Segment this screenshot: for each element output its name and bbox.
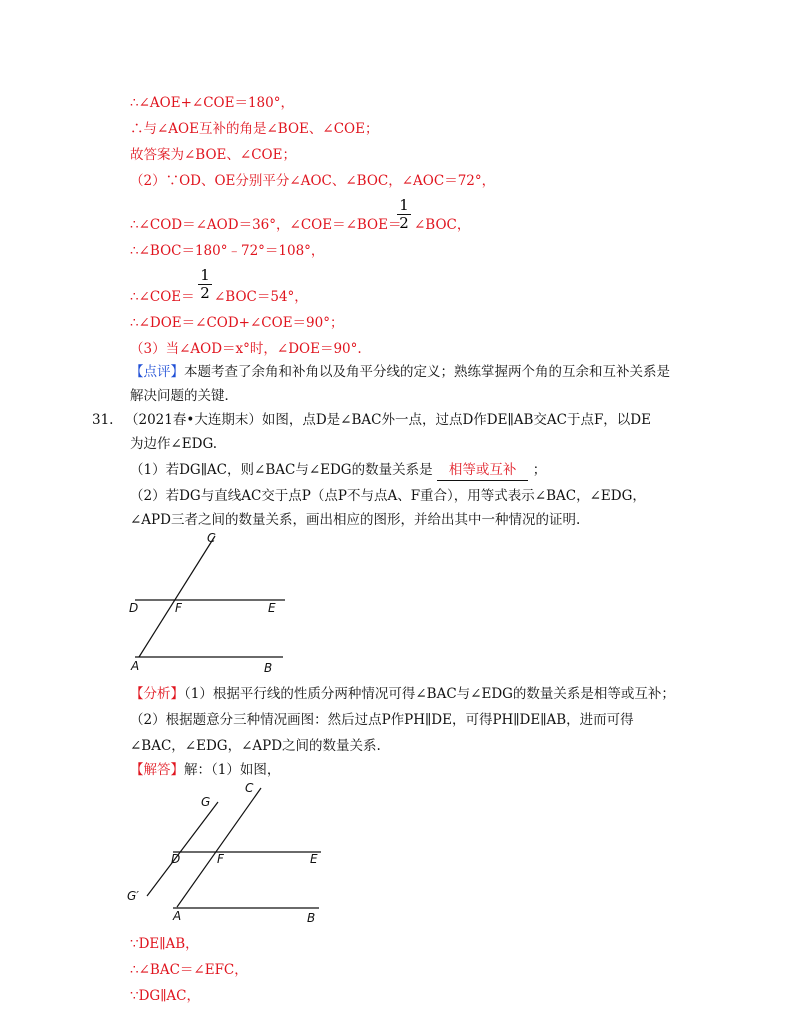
label-G-prime: G′ (127, 889, 140, 903)
comment-tag: 【点评】 (130, 364, 184, 380)
fraction-one-half (397, 198, 411, 231)
label-D: D (171, 852, 181, 866)
question-1-end: ； (532, 462, 547, 478)
geometry-figure-1 (125, 530, 295, 682)
label-E: E (268, 601, 276, 615)
comment-line (130, 362, 670, 382)
comment-line: 解决问题的关键． (130, 388, 238, 404)
problem-line: 为边作∠EDG. (130, 436, 218, 452)
geometry-figure-2 (125, 780, 325, 934)
solution-line: ∵DG∥AC， (130, 988, 201, 1004)
problem-number: 31. (92, 412, 114, 428)
question-1 (130, 460, 546, 481)
fraction-one-half (198, 268, 212, 301)
analysis-line: （2）根据题意分三种情况画图：然后过点P作PH∥DE，可得PH∥DE∥AB，进而可得 (130, 712, 634, 728)
solution-line: 故答案为∠BOE、∠COE； (130, 147, 296, 163)
analysis-tag: 【分析】 (130, 686, 184, 702)
solution-line: ∴∠DOE＝∠COD+∠COE＝90°； (130, 315, 344, 331)
question-2: ∠APD三者之间的数量关系，画出相应的图形，并给出其中一种情况的证明. (130, 512, 581, 528)
solution-line: ∴∠COD＝∠AOD＝36°，∠COE＝∠BOE＝ (130, 217, 402, 233)
label-F: F (175, 601, 182, 615)
analysis-line: ∠BAC，∠EDG，∠APD之间的数量关系. (130, 738, 381, 754)
label-B: B (264, 661, 273, 675)
solution-heading (130, 760, 280, 780)
fraction-numerator: 1 (198, 268, 212, 285)
fraction-numerator: 1 (397, 198, 411, 215)
comment-text: 本题考查了余角和补角以及角平分线的定义；熟练掌握两个角的互余和互补关系是 (184, 364, 670, 380)
label-C: C (245, 781, 254, 795)
label-A: A (173, 909, 182, 923)
solution-line: ∴∠BAC＝∠EFC， (130, 962, 248, 978)
problem-line: （2021春•大连期末）如图，点D是∠BAC外一点，过点D作DE∥AB交AC于点F，以DE (125, 412, 651, 428)
analysis-text: （1）根据平行线的性质分两种情况可得∠BAC与∠EDG的数量关系是相等或互补； (184, 686, 675, 702)
solution-line: ∠BOC， (414, 217, 471, 233)
solution-line: ∴∠COE＝ (130, 289, 195, 305)
line-AC (139, 536, 215, 657)
solution-text: 解：（1）如图， (184, 762, 281, 778)
solution-line: ∴∠AOE+∠COE＝180°， (130, 95, 294, 111)
label-A: A (131, 659, 140, 673)
solution-line: ∴∠BOC＝180°﹣72°＝108°， (130, 243, 325, 259)
analysis-line (130, 684, 675, 704)
line-GG (147, 802, 218, 896)
label-F: F (217, 852, 224, 866)
label-D: D (129, 601, 139, 615)
question-2: （2）若DG与直线AC交于点P（点P不与点A、F重合），用等式表示∠BAC，∠EDG， (130, 488, 646, 504)
label-C: C (207, 531, 216, 545)
question-1-text: （1）若DG∥AC，则∠BAC与∠EDG的数量关系是 (130, 462, 433, 478)
solution-tag: 【解答】 (130, 762, 184, 778)
solution-line: ∴与∠AOE互补的角是∠BOE、∠COE； (130, 121, 379, 137)
question-1-answer: 相等或互补 (437, 460, 529, 481)
solution-line: （2）∵OD、OE分别平分∠AOC、∠BOC，∠AOC＝72°， (130, 173, 496, 189)
solution-line: ∠BOC＝54°， (214, 289, 308, 305)
label-E: E (310, 852, 318, 866)
label-G: G (201, 795, 211, 809)
fraction-denominator: 2 (399, 214, 409, 232)
fraction-denominator: 2 (200, 284, 210, 302)
solution-line: （3）当∠AOD＝x°时，∠DOE＝90°. (130, 341, 362, 357)
line-AC (177, 788, 261, 907)
label-B: B (307, 911, 316, 925)
solution-line: ∵DE∥AB， (130, 936, 199, 952)
